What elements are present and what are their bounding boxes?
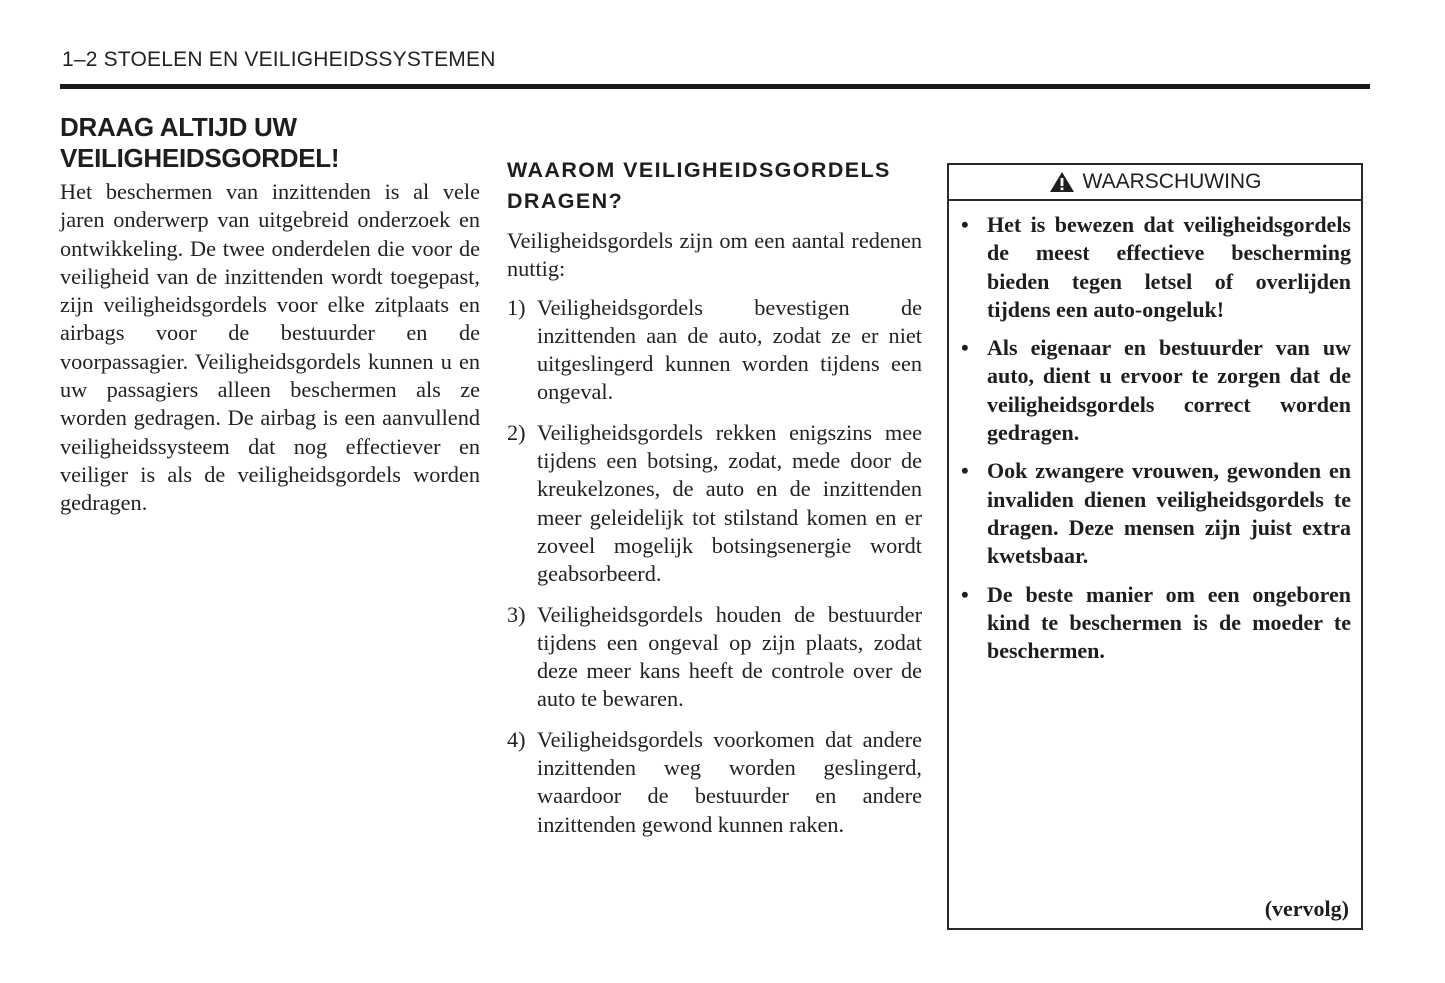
section-heading: WAAROM VEILIGHEIDSGORDELS DRAGEN? <box>507 158 891 213</box>
warning-bullet-text: Het is bewezen dat veiligheidsgordels de meest effectieve bescherming bieden tegen letsel of overlijden tijdens een auto-ongeluk! <box>987 212 1351 322</box>
list-item-text: Veiligheidsgordels houden de bestuurder tijdens een ongeval op zijn plaats, zodat deze meer kans heeft de controle over de auto te bewaren. <box>537 601 922 712</box>
page-header: 1–2 STOELEN EN VEILIGHEIDSSYSTEMEN <box>62 48 496 71</box>
header-rule <box>60 84 1370 89</box>
bullet-dot-icon: • <box>961 458 969 484</box>
warning-header <box>949 165 1361 201</box>
bullet-dot-icon: • <box>961 212 969 237</box>
list-item <box>507 294 922 407</box>
list-item-text: Veiligheidsgordels rekken enigszins mee tijdens een botsing, zodat, mede door de kreukelzones, de auto en de inzittenden meer geleidelijk tot stilstand komen en er zoveel mogelijk botsingsenergie wordt geabsorbeerd. <box>537 419 922 587</box>
bullet-dot-icon: • <box>961 581 969 607</box>
list-item-number: 3) <box>507 601 526 627</box>
section-body: Het beschermen van inzittenden is al vele jaren onderwerp van uitgebreid onderzoek en ontwikkeling. De twee onderdelen die voor de veiligheid van de inzittenden wordt toegepast, zijn veiligheidsgordels voor elke zitplaats en airbags voor de bestuurder en de voorpassagier. Veiligheidsgordels kunnen u en uw passagiers alleen beschermen als ze worden gedragen. De airbag is een aanvullend veiligheidssysteem dat nog effectiever en veiliger is als de veiligheidsgordels worden gedragen. <box>60 179 480 516</box>
list-item <box>961 334 1351 447</box>
list-item <box>961 457 1351 570</box>
warning-triangle-icon <box>1049 171 1075 193</box>
heading-line-2: VEILIGHEIDSGORDEL! <box>60 143 340 173</box>
warning-list <box>949 201 1361 665</box>
warning-bullet-text: Ook zwangere vrouwen, gewonden en invaliden dienen veiligheidsgordels te dragen. Deze mensen zijn juist extra kwetsbaar. <box>987 458 1351 569</box>
list-item <box>507 601 922 714</box>
warning-bullet-text: Als eigenaar en bestuurder van uw auto, dient u ervoor te zorgen dat de veiligheidsgordels correct worden gedragen. <box>987 335 1351 446</box>
section-why-seatbelts <box>507 155 922 851</box>
list-item-text: Veiligheidsgordels voorkomen dat andere inzittenden weg worden geslingerd, waardoor de bestuurder en andere inzittenden gewond kunnen raken. <box>537 726 922 837</box>
bullet-dot-icon: • <box>961 335 969 361</box>
warning-box <box>947 163 1363 930</box>
list-item-number: 4) <box>507 726 526 752</box>
continued-label: (vervolg) <box>1264 896 1349 921</box>
heading-line-1: DRAAG ALTIJD UW <box>60 112 297 142</box>
section-wear-seatbelt <box>60 112 480 518</box>
list-item-number: 2) <box>507 419 526 445</box>
section-intro: Veiligheidsgordels zijn om een aantal redenen nuttig: <box>507 228 922 282</box>
list-item-number: 1) <box>507 294 526 320</box>
warning-title: WAARSCHUWING <box>1082 170 1262 193</box>
list-item <box>961 581 1351 666</box>
section-heading <box>60 112 480 174</box>
warning-bullet-text: De beste manier om een ongeboren kind te beschermen is de moeder te beschermen. <box>987 581 1351 664</box>
list-item-text: Veiligheidsgordels bevestigen de inzittenden aan de auto, zodat ze er niet uitgeslingerd kunnen worden tijdens een ongeval. <box>537 294 922 405</box>
list-item <box>507 419 922 589</box>
list-item <box>507 726 922 839</box>
list-item <box>961 211 1351 324</box>
